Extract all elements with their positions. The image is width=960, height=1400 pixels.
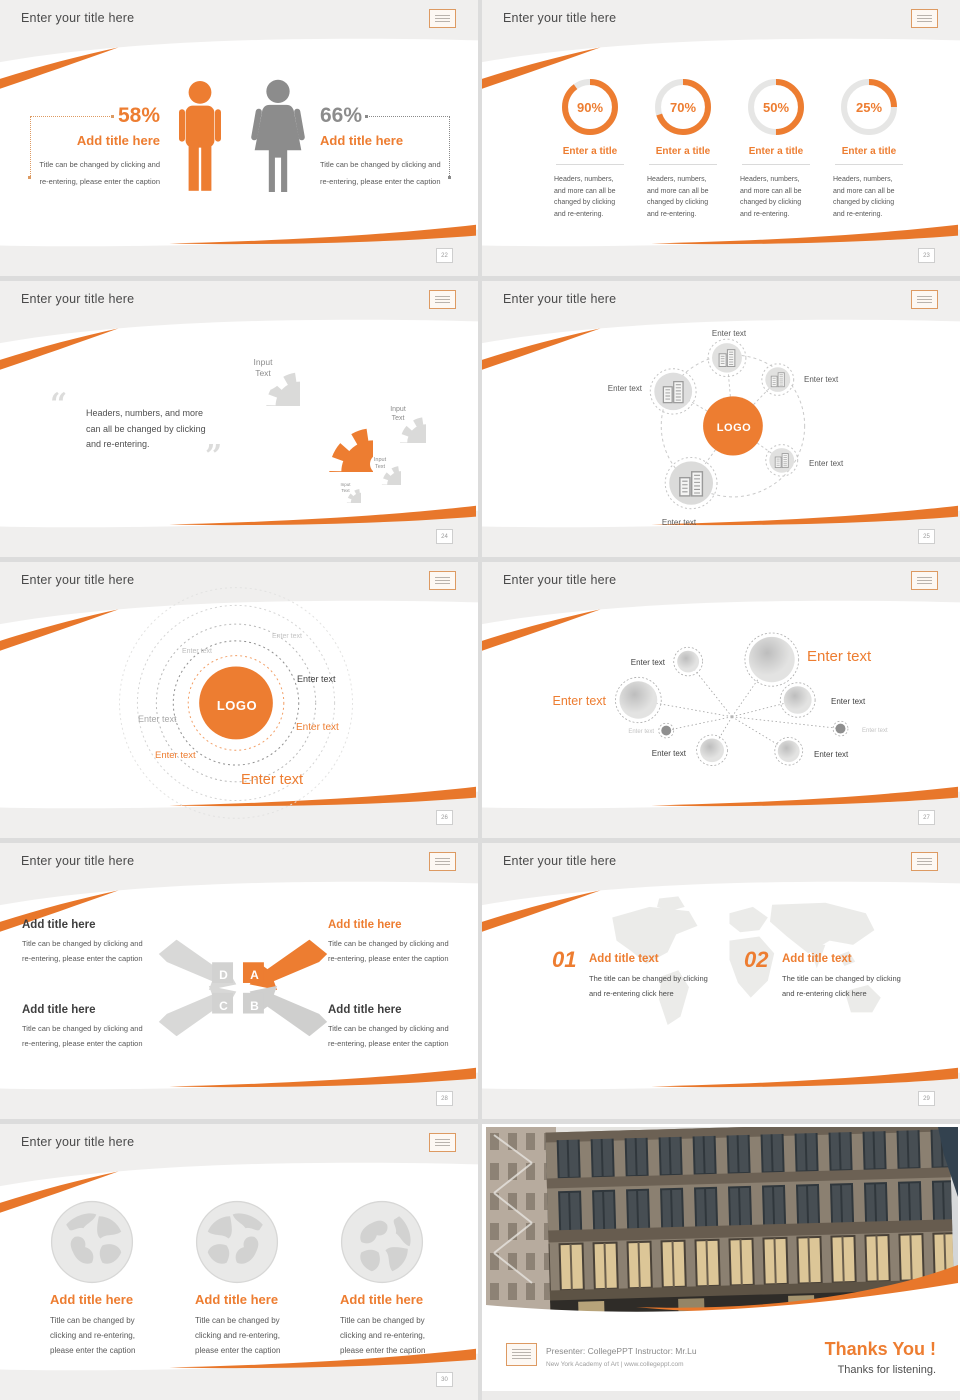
credits-presenter-line: Presenter: CollegePPT Instructor: Mr.Lu xyxy=(546,1346,697,1356)
page-number: 25 xyxy=(918,529,935,544)
gear-label: Text xyxy=(255,368,271,378)
divider xyxy=(835,164,903,165)
gear-label-orange: Input xyxy=(307,407,343,423)
logo-rings-label: LOGO xyxy=(216,698,258,713)
donut-caption: changed by clicking xyxy=(554,199,616,206)
donut-caption: and re-entering. xyxy=(740,210,790,218)
slide-footer-strip xyxy=(482,1391,960,1400)
quote-line3: and re-entering. xyxy=(86,439,150,449)
quote-line2: can all be changed by clicking xyxy=(86,423,206,434)
divider xyxy=(556,164,624,165)
logo-badge-lines xyxy=(435,1139,450,1146)
x-block-caption: Title can be changed by clicking and xyxy=(328,939,449,948)
x-block-caption: re-entering, please enter the caption xyxy=(22,954,143,963)
donut-title: Enter a title xyxy=(562,146,618,157)
slide-title: Enter your title here xyxy=(21,854,135,868)
globe-caption: please enter the caption xyxy=(340,1346,426,1355)
slide-thumbnail-7[interactable] xyxy=(0,843,478,1119)
node-label-bottomleft: Enter text xyxy=(661,518,697,527)
gear-label: Text xyxy=(374,463,386,470)
x-block-caption: Title can be changed by clicking and xyxy=(328,1024,449,1033)
donut-caption: Headers, numbers, xyxy=(740,176,800,183)
ring-label-right-dark: Enter text xyxy=(297,674,336,684)
globe-caption: Title can be changed by xyxy=(340,1316,425,1325)
logo-badge-lines xyxy=(917,15,932,22)
bubble-label-orange-large: Enter text xyxy=(807,648,872,665)
donut-caption: Headers, numbers, xyxy=(554,176,614,183)
gear-label: Input xyxy=(373,456,387,463)
donut-percent: 50% xyxy=(762,100,790,115)
page-number: 30 xyxy=(436,1372,453,1387)
slide-title: Enter your title here xyxy=(21,11,135,25)
stat-percent-female: 66% xyxy=(320,104,363,127)
university-logo-badge xyxy=(506,1343,537,1366)
donut-caption: and re-entering. xyxy=(833,210,883,218)
x-block-caption: re-entering, please enter the caption xyxy=(328,1039,449,1048)
slide-thumbnail-5[interactable] xyxy=(0,562,478,838)
bubble-label-faint: Enter text xyxy=(862,728,888,734)
page-number: 28 xyxy=(436,1091,453,1106)
slide-title: Enter your title here xyxy=(21,573,135,587)
map-title-02: Add title text xyxy=(782,953,852,965)
logo-hub-label: LOGO xyxy=(716,422,752,434)
donut-caption: Headers, numbers, xyxy=(833,176,893,183)
donut-caption: and re-entering. xyxy=(554,210,604,218)
stat-caption-line2: re-entering, please enter the caption xyxy=(39,177,160,186)
university-logo-badge xyxy=(429,1133,456,1152)
page-number: 23 xyxy=(918,248,935,263)
building-photo xyxy=(486,1127,958,1316)
donut-title: Enter a title xyxy=(655,146,711,157)
map-caption: The title can be changed by clicking xyxy=(589,974,708,983)
bubble-label: Enter text xyxy=(831,697,866,706)
map-title-01: Add title text xyxy=(589,953,659,965)
globe-title-2: Add title here xyxy=(195,1292,279,1307)
map-caption: and re-entering click here xyxy=(782,989,867,998)
node-label-topright: Enter text xyxy=(804,375,839,384)
slide-thumbnail-10-thanks[interactable] xyxy=(482,1124,960,1400)
x-block-title-br: Add title here xyxy=(328,1004,402,1016)
stat-caption-line1: Title can be changed by clicking and xyxy=(320,160,441,169)
slide-thumbnail-1[interactable] xyxy=(0,0,478,276)
ring-label-upper-left: Enter text xyxy=(182,648,212,655)
globe-caption: Title can be changed by xyxy=(50,1316,135,1325)
slide-thumbnail-4[interactable] xyxy=(482,281,960,557)
page-number: 29 xyxy=(918,1091,935,1106)
globe-title-1: Add title here xyxy=(50,1292,134,1307)
x-block-caption: Title can be changed by clicking and xyxy=(22,1024,143,1033)
node-label-left: Enter text xyxy=(607,384,642,393)
hub-spoke-diagram xyxy=(482,281,960,557)
x-block-title-tl: Add title here xyxy=(22,919,96,931)
x-ribbon-diagram xyxy=(0,843,478,1119)
ring-label-lower-left-orange: Enter text xyxy=(155,750,196,761)
map-caption: The title can be changed by clicking xyxy=(782,974,901,983)
map-caption: and re-entering click here xyxy=(589,989,674,998)
slide-title: Enter your title here xyxy=(503,854,617,868)
page-number: 27 xyxy=(918,810,935,825)
x-block-caption: Title can be changed by clicking and xyxy=(22,939,143,948)
gear-label: Input xyxy=(340,482,351,487)
thanks-subheading: Thanks for listening. xyxy=(837,1364,936,1376)
x-block-caption: re-entering, please enter the caption xyxy=(328,954,449,963)
x-letter-a: A xyxy=(250,967,259,982)
donut-caption: changed by clicking xyxy=(740,199,802,206)
node-label-bottomright: Enter text xyxy=(809,459,844,468)
open-quote-mark: “ xyxy=(50,387,68,422)
female-person-icon xyxy=(251,74,305,202)
donut-percent: 25% xyxy=(855,100,883,115)
donut-caption: and more can all be xyxy=(647,187,709,195)
divider xyxy=(649,164,717,165)
thanks-heading: Thanks You ! xyxy=(824,1339,936,1359)
donut-title: Enter a title xyxy=(748,146,804,157)
donut-caption: changed by clicking xyxy=(647,199,709,206)
page-number: 26 xyxy=(436,810,453,825)
globe-icon-2 xyxy=(194,1199,280,1285)
slide-title: Enter your title here xyxy=(503,11,617,25)
bubble-label-faint: Enter text xyxy=(628,729,654,735)
slide-thumbnail-8[interactable] xyxy=(482,843,960,1119)
x-letter-b: B xyxy=(250,998,259,1013)
stat-caption-line1: Title can be changed by clicking and xyxy=(39,160,160,169)
gear-label: Text xyxy=(341,488,350,493)
donut-caption: and more can all be xyxy=(833,187,895,195)
logo-badge-lines xyxy=(435,296,450,303)
donut-caption: Headers, numbers, xyxy=(647,176,707,183)
globe-caption: clicking and re-entering, xyxy=(50,1331,135,1340)
stat-title-female: Add title here xyxy=(320,133,404,148)
gear-label: Text xyxy=(391,415,405,422)
page-number: 24 xyxy=(436,529,453,544)
x-block-title-tr: Add title here xyxy=(328,919,402,931)
gear-label: Input xyxy=(253,357,273,367)
map-number-01: 01 xyxy=(552,947,577,972)
globe-icon-1 xyxy=(49,1199,135,1285)
donut-title: Enter a title xyxy=(841,146,897,157)
globe-caption: clicking and re-entering, xyxy=(195,1331,280,1340)
ring-label-left: Enter text xyxy=(138,714,177,724)
logo-badge-lines xyxy=(512,1349,531,1360)
bubble-label: Enter text xyxy=(630,658,665,667)
bubble-label: Enter text xyxy=(651,749,686,758)
donut-caption: and more can all be xyxy=(554,187,616,195)
globe-caption: please enter the caption xyxy=(50,1346,136,1355)
logo-badge-lines xyxy=(435,15,450,22)
x-letter-c: C xyxy=(219,998,228,1013)
slide-thumbnail-2[interactable] xyxy=(482,0,960,276)
university-logo-badge xyxy=(429,290,456,309)
x-block-caption: re-entering, please enter the caption xyxy=(22,1039,143,1048)
donut-percent: 70% xyxy=(669,100,697,115)
gear-label-orange: Text xyxy=(311,424,339,440)
slide-title: Enter your title here xyxy=(21,1135,135,1149)
globe-caption: Title can be changed by xyxy=(195,1316,280,1325)
stat-percent-male: 58% xyxy=(117,104,160,127)
university-logo-badge xyxy=(911,9,938,28)
donut-caption: and more can all be xyxy=(740,187,802,195)
map-number-02: 02 xyxy=(744,947,769,972)
divider xyxy=(742,164,810,165)
slide-title: Enter your title here xyxy=(503,292,617,306)
globe-title-3: Add title here xyxy=(340,1292,424,1307)
ring-label-outer-top: Enter text xyxy=(272,633,302,640)
ring-label-lower-right-orange: Enter text xyxy=(296,722,339,733)
gear-label: Input xyxy=(390,406,406,413)
donut-caption: changed by clicking xyxy=(833,199,895,206)
slide-thumbnail-9[interactable] xyxy=(0,1124,478,1400)
donut-percent: 90% xyxy=(576,100,604,115)
globe-caption: please enter the caption xyxy=(195,1346,281,1355)
node-label-top: Enter text xyxy=(711,329,747,338)
page-number: 22 xyxy=(436,248,453,263)
globe-icon-3 xyxy=(339,1199,425,1285)
slide-thumbnail-3[interactable] xyxy=(0,281,478,557)
stat-title-male: Add title here xyxy=(76,133,160,148)
x-block-title-bl: Add title here xyxy=(22,1004,96,1016)
bubble-label-orange: Enter text xyxy=(552,694,606,708)
stat-caption-line2: re-entering, please enter the caption xyxy=(320,177,441,186)
ring-label-bottom-orange: Enter text xyxy=(241,772,304,788)
globe-caption: clicking and re-entering, xyxy=(340,1331,425,1340)
slide-thumbnail-6[interactable] xyxy=(482,562,960,838)
credits-org-line: New York Academy of Art | www.collegeppt.com xyxy=(546,1361,684,1368)
donut-caption: and re-entering. xyxy=(647,210,697,218)
slide-title: Enter your title here xyxy=(503,573,617,587)
close-quote-mark: ” xyxy=(205,439,223,474)
bubble-label: Enter text xyxy=(814,750,849,759)
quote-line1: Headers, numbers, and more xyxy=(86,408,204,418)
male-person-icon xyxy=(176,74,224,202)
slide-title: Enter your title here xyxy=(21,292,135,306)
x-letter-d: D xyxy=(219,967,228,982)
university-logo-badge xyxy=(429,9,456,28)
